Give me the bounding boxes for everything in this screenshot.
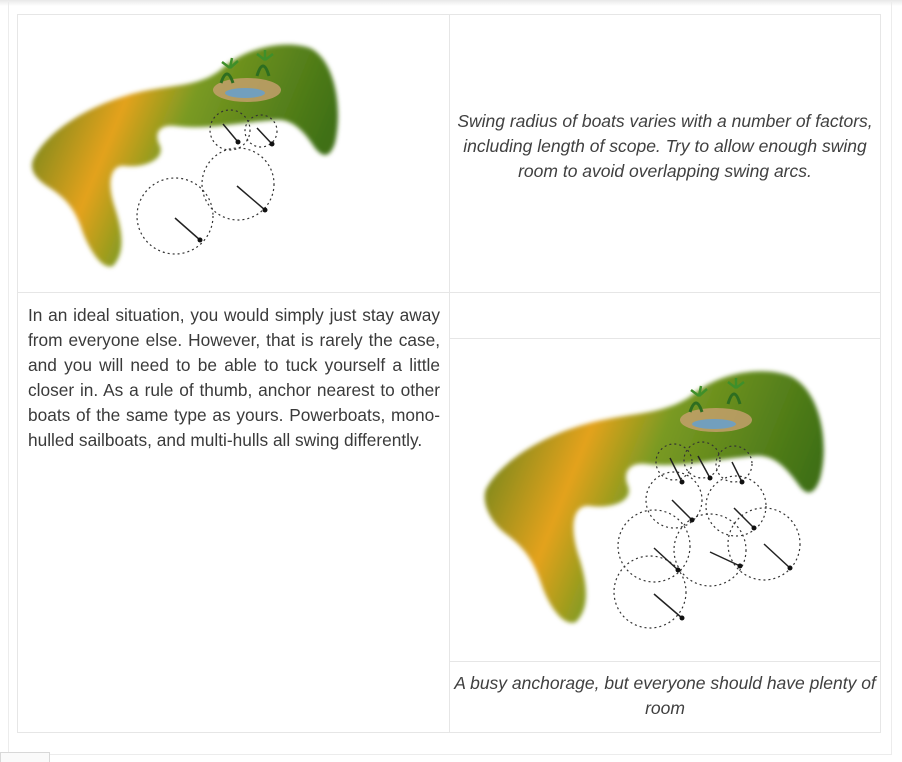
busy-anchorage-illustration — [478, 364, 832, 640]
caption-busy-anchorage: A busy anchorage, but everyone should have plenty of room — [454, 673, 876, 718]
swing-radius-illustration — [25, 38, 345, 273]
bottom-tab[interactable] — [0, 752, 50, 762]
table-cell-empty — [449, 292, 881, 339]
paragraph-ideal-situation: In an ideal situation, you would simply just stay away from everyone else. However, that is rarely the case, and you will need to be able to tuck yourself a little closer in. As a rule of thumb, anchor nearest to other boats of the same type as yours. Powerboats, mono-hulled sailboats, and multi-hulls all swing differently. — [28, 305, 440, 450]
caption-swing-radius: Swing radius of boats varies with a number of factors, including length of scope. Try to allow enough swing room to avoid overlapping swing arcs. — [457, 111, 873, 181]
